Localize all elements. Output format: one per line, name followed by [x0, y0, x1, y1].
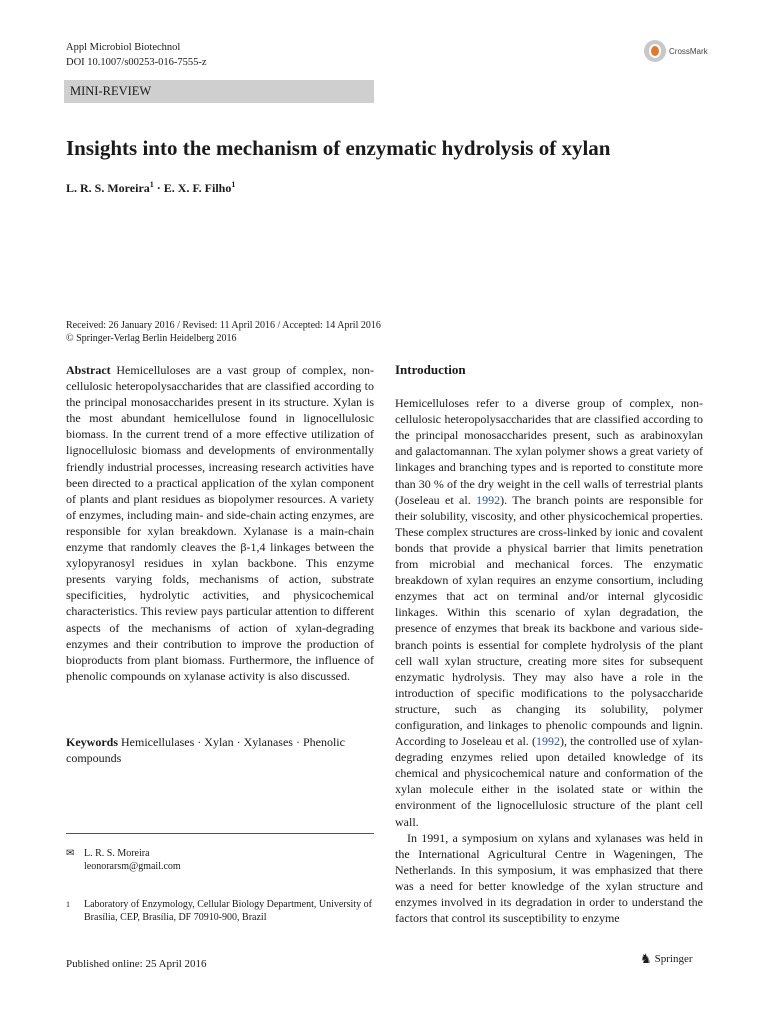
- paragraph: [395, 395, 703, 830]
- author-name[interactable]: L. R. S. Moreira: [66, 181, 150, 195]
- article-title: Insights into the mechanism of enzymatic hydrolysis of xylan: [66, 136, 611, 160]
- corresponding-author: [66, 847, 374, 873]
- affiliation-text: Laboratory of Enzymology, Cellular Biology Department, University of Brasília, CEP, Brasília, DF 70910-900, Brazil: [84, 899, 372, 923]
- doi[interactable]: DOI 10.1007/s00253-016-7555-z: [66, 57, 207, 68]
- footnote-divider: [66, 833, 374, 834]
- author-affiliation-mark: 1: [231, 180, 236, 189]
- affiliation: [66, 898, 374, 924]
- received-dates: Received: 26 January 2016 / Revised: 11 April 2016 / Accepted: 14 April 2016: [66, 320, 381, 331]
- keywords-label: Keywords: [66, 735, 118, 749]
- journal-header: [66, 40, 207, 70]
- citation-link[interactable]: 1992: [536, 734, 560, 749]
- citation-link[interactable]: 1992: [476, 492, 501, 507]
- crossmark-icon: [644, 40, 666, 62]
- paragraph-text: ), the controlled use of xylan-degrading enzymes relied upon detailed knowledge of its chemical and physicochemical nature and conformation of the xylan molecule either in the isolated state or within the environment of the lignocellulosic structure of the plant cell wall.: [395, 734, 703, 829]
- crossmark-badge[interactable]: [644, 40, 708, 62]
- author-list: [66, 180, 235, 196]
- affiliation-number: 1: [66, 900, 70, 909]
- contact-name: L. R. S. Moreira: [84, 848, 150, 859]
- section-heading: Introduction: [395, 362, 466, 377]
- paragraph-text: Hemicelluloses refer to a diverse group of complex, non-cellulosic heteropolysaccharides that are classified according to the principal monosaccharides present, such as arabinoxylan and galactomannan. The xylan polymer shows a great variety of linkages and branching types and is reported to constitute more than 30 % of the dry weight in the cell walls of terrestrial plants (Joseleau et al.: [395, 396, 703, 507]
- envelope-icon: ✉: [66, 848, 75, 859]
- author-separator: ·: [153, 181, 164, 195]
- publisher-logo[interactable]: [640, 951, 693, 967]
- article-dates: [66, 319, 686, 345]
- copyright: © Springer-Verlag Berlin Heidelberg 2016: [66, 333, 237, 344]
- abstract: [66, 362, 374, 684]
- journal-name: Appl Microbiol Biotechnol: [66, 42, 181, 53]
- paragraph-text: ). The branch points are responsible for their solubility, viscosity, and other physicochemical properties. These complex structures are cross-linked by ionic and covalent bonds that provide a physical barrier that limits penetration from microbial and mechanical forces. The enzymatic breakdown of xylan requires an enzyme consortium, including enzymes that act on terminal and/or internal glycosidic linkages. Within this scenario of xylan degradation, the presence of enzymes that break its backbone and various side-branch points is essential for complete hydrolysis of the plant cell wall xylan structure, creating more sites for subsequent enzymatic hydrolysis. They may also have a role in the introduction of specific modifications to the polysaccharide structure, such as changing its solubility, polymer configuration, and linkages to phenolic compounds and lignin. According to Joseleau et al. (: [395, 492, 704, 749]
- springer-horse-icon: ♞: [640, 951, 652, 966]
- paragraph: In 1991, a symposium on xylans and xylanases was held in the International Agricultural Centre in Wageningen, The Netherlands. In this symposium, it was emphasized that there was a need for better knowledge of the xylan structure and enzymes involved in its degradation in order to understand the factors that control its susceptibility to enzyme: [395, 830, 703, 926]
- abstract-text: Hemicelluloses are a vast group of complex, non-cellulosic heteropolysaccharides that are classified according to the principal monosaccharides present in its structure. Xylan is the most abundant hemicellulose found in lignocellulosic biomass. In the current trend of a more effective utilization of lignocellulosic biomass and developments of environmentally friendly industrial processes, increasing research activities have been directed to a practical application of the xylan component of plants and plant residues as biopolymer resources. A variety of enzymes, including main- and side-chain acting enzymes, are responsible for xylan breakdown. Xylanase is a main-chain enzyme that randomly cleaves the β-1,4 linkages between the xylopyranosyl residues in xylan backbone. This enzyme presents varying folds, mechanisms of action, substrate specificities, hydrolytic activities, and physicochemical characteristics. This review pays particular attention to different aspects of the mechanisms of action of xylan-degrading enzymes and their contribution to improve the production of bioproducts from plant biomass. Furthermore, the influence of phenolic compounds on xylanase activity is also discussed.: [66, 363, 374, 683]
- contact-email[interactable]: leonorarsm@gmail.com: [84, 861, 181, 872]
- introduction-section: [395, 362, 703, 926]
- crossmark-label: CrossMark: [669, 46, 708, 56]
- abstract-label: Abstract: [66, 363, 111, 377]
- keywords: [66, 734, 374, 766]
- author-affiliation-mark: 1: [149, 180, 154, 189]
- publisher-name: Springer: [654, 953, 693, 965]
- keywords-text: Hemicellulases · Xylan · Xylanases · Phenolic compounds: [66, 735, 345, 766]
- published-date: Published online: 25 April 2016: [66, 958, 207, 970]
- section-label: MINI-REVIEW: [64, 80, 374, 103]
- author-name[interactable]: E. X. F. Filho: [163, 181, 232, 195]
